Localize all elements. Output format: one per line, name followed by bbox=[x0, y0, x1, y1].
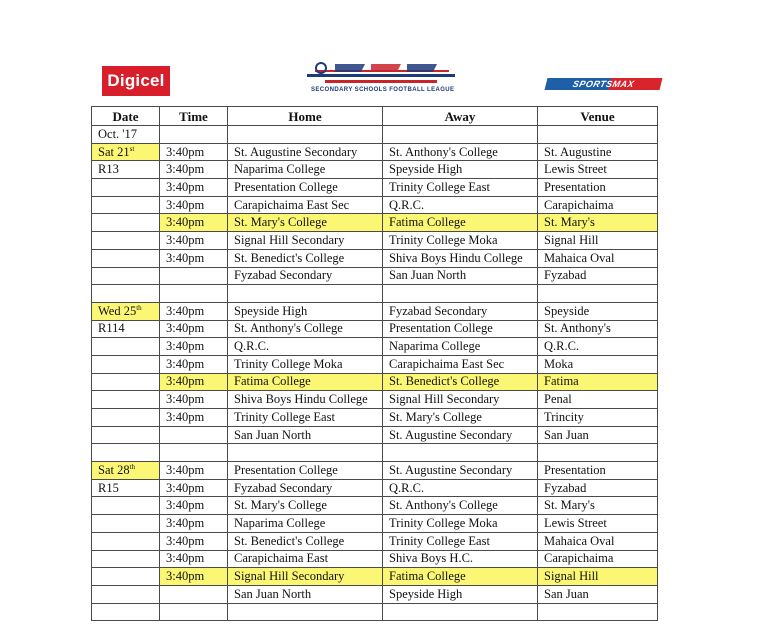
fixture-row bbox=[92, 214, 658, 232]
fixture-time: 3:40pm bbox=[160, 373, 228, 391]
fixture-row bbox=[92, 497, 658, 515]
empty-cell bbox=[383, 126, 538, 144]
empty-cell bbox=[92, 550, 160, 568]
empty-cell bbox=[538, 603, 658, 621]
empty-cell bbox=[92, 285, 160, 303]
fixture-venue: Signal Hill bbox=[538, 232, 658, 250]
fixture-home: Signal Hill Secondary bbox=[228, 232, 383, 250]
empty-cell bbox=[92, 497, 160, 515]
spacer-row bbox=[92, 444, 658, 462]
header-venue: Venue bbox=[538, 107, 658, 126]
fixture-venue: Fyzabad bbox=[538, 267, 658, 285]
fixture-home: St. Benedict's College bbox=[228, 249, 383, 267]
fixture-time: 3:40pm bbox=[160, 515, 228, 533]
fixture-row bbox=[92, 143, 658, 161]
header-time: Time bbox=[160, 107, 228, 126]
fixture-away: Shiva Boys Hindu College bbox=[383, 249, 538, 267]
fixture-row bbox=[92, 249, 658, 267]
empty-cell bbox=[92, 214, 160, 232]
empty-cell bbox=[383, 444, 538, 462]
fixture-away: St. Augustine Secondary bbox=[383, 462, 538, 480]
round-code: R13 bbox=[92, 161, 160, 179]
fixture-home: St. Augustine Secondary bbox=[228, 143, 383, 161]
fixture-home: Carapichaima East Sec bbox=[228, 196, 383, 214]
empty-cell bbox=[92, 249, 160, 267]
sportsmax-logo: SPORTSMAX bbox=[545, 78, 663, 90]
fixture-row bbox=[92, 391, 658, 409]
fixture-time: 3:40pm bbox=[160, 568, 228, 586]
fixture-venue: Fyzabad bbox=[538, 479, 658, 497]
fixture-time: 3:40pm bbox=[160, 249, 228, 267]
fixture-venue: Speyside bbox=[538, 302, 658, 320]
fixture-row bbox=[92, 550, 658, 568]
empty-cell bbox=[92, 532, 160, 550]
fixture-away: St. Benedict's College bbox=[383, 373, 538, 391]
fixture-away: San Juan North bbox=[383, 267, 538, 285]
fixture-home: Naparima College bbox=[228, 515, 383, 533]
fixture-time bbox=[160, 426, 228, 444]
empty-cell bbox=[228, 603, 383, 621]
empty-cell bbox=[92, 603, 160, 621]
fixture-row bbox=[92, 373, 658, 391]
fixture-venue: St. Mary's bbox=[538, 214, 658, 232]
empty-cell bbox=[92, 444, 160, 462]
empty-cell bbox=[160, 126, 228, 144]
fixture-home: St. Mary's College bbox=[228, 497, 383, 515]
empty-cell bbox=[228, 444, 383, 462]
fixture-away: Naparima College bbox=[383, 338, 538, 356]
fixture-away: St. Mary's College bbox=[383, 409, 538, 427]
spacer-row bbox=[92, 285, 658, 303]
fixture-away: St. Augustine Secondary bbox=[383, 426, 538, 444]
round-date-text: Sat 28 bbox=[98, 462, 130, 477]
fixture-venue: Carapichaima bbox=[538, 196, 658, 214]
fixture-row bbox=[92, 585, 658, 603]
fixture-away: St. Anthony's College bbox=[383, 143, 538, 161]
empty-cell bbox=[228, 285, 383, 303]
round-date bbox=[92, 462, 160, 480]
round-date-suffix: th bbox=[129, 462, 136, 471]
fixture-time: 3:40pm bbox=[160, 462, 228, 480]
ssfl-tagline: SECONDARY SCHOOLS FOOTBALL LEAGUE bbox=[311, 87, 455, 93]
empty-cell bbox=[228, 126, 383, 144]
fixture-time: 3:40pm bbox=[160, 338, 228, 356]
fixture-home: Trinity College Moka bbox=[228, 355, 383, 373]
fixture-time: 3:40pm bbox=[160, 302, 228, 320]
empty-cell bbox=[160, 603, 228, 621]
fixture-time bbox=[160, 267, 228, 285]
header-away: Away bbox=[383, 107, 538, 126]
fixture-row bbox=[92, 196, 658, 214]
fixture-time: 3:40pm bbox=[160, 355, 228, 373]
round-date-text: Wed 25 bbox=[98, 303, 137, 318]
empty-cell bbox=[92, 426, 160, 444]
fixture-home: Fyzabad Secondary bbox=[228, 479, 383, 497]
round-code: R15 bbox=[92, 479, 160, 497]
empty-cell bbox=[92, 338, 160, 356]
fixture-row bbox=[92, 320, 658, 338]
fixture-away: Trinity College Moka bbox=[383, 515, 538, 533]
digicel-logo: Digicel bbox=[102, 66, 170, 96]
fixture-row bbox=[92, 532, 658, 550]
fixture-time bbox=[160, 585, 228, 603]
fixture-time: 3:40pm bbox=[160, 232, 228, 250]
fixture-venue: San Juan bbox=[538, 426, 658, 444]
fixture-venue: Moka bbox=[538, 355, 658, 373]
round-date bbox=[92, 143, 160, 161]
fixture-venue: Q.R.C. bbox=[538, 338, 658, 356]
fixture-row bbox=[92, 355, 658, 373]
fixture-home: St. Mary's College bbox=[228, 214, 383, 232]
empty-cell bbox=[538, 444, 658, 462]
fixture-home: Q.R.C. bbox=[228, 338, 383, 356]
fixture-away: Fyzabad Secondary bbox=[383, 302, 538, 320]
fixture-home: St. Benedict's College bbox=[228, 532, 383, 550]
fixture-away: St. Anthony's College bbox=[383, 497, 538, 515]
empty-cell bbox=[92, 267, 160, 285]
fixture-away: Shiva Boys H.C. bbox=[383, 550, 538, 568]
fixture-row bbox=[92, 179, 658, 197]
month-row bbox=[92, 126, 658, 144]
fixture-home: Fatima College bbox=[228, 373, 383, 391]
fixture-time: 3:40pm bbox=[160, 161, 228, 179]
round-date-suffix: th bbox=[136, 303, 142, 312]
fixture-venue: Trincity bbox=[538, 409, 658, 427]
fixture-venue: Signal Hill bbox=[538, 568, 658, 586]
header-row bbox=[92, 107, 658, 126]
empty-cell bbox=[160, 285, 228, 303]
fixture-away: Presentation College bbox=[383, 320, 538, 338]
fixture-row bbox=[92, 302, 658, 320]
ssfl-logo-mark bbox=[305, 60, 457, 88]
fixture-away: Trinity College Moka bbox=[383, 232, 538, 250]
empty-cell bbox=[538, 285, 658, 303]
fixture-home: Signal Hill Secondary bbox=[228, 568, 383, 586]
fixture-row bbox=[92, 338, 658, 356]
fixture-venue: Carapichaima bbox=[538, 550, 658, 568]
empty-cell bbox=[92, 179, 160, 197]
fixture-row bbox=[92, 568, 658, 586]
fixture-home: Carapichaima East bbox=[228, 550, 383, 568]
fixture-row bbox=[92, 426, 658, 444]
empty-cell bbox=[160, 444, 228, 462]
fixture-venue: Presentation bbox=[538, 179, 658, 197]
empty-cell bbox=[92, 232, 160, 250]
empty-cell bbox=[92, 196, 160, 214]
fixture-away: Trinity College East bbox=[383, 179, 538, 197]
fixture-home: Fyzabad Secondary bbox=[228, 267, 383, 285]
fixture-time: 3:40pm bbox=[160, 532, 228, 550]
fixture-row bbox=[92, 161, 658, 179]
fixture-away: Speyside High bbox=[383, 161, 538, 179]
month-label: Oct. '17 bbox=[92, 126, 160, 144]
fixture-home: Presentation College bbox=[228, 462, 383, 480]
fixture-row bbox=[92, 515, 658, 533]
fixture-away: Fatima College bbox=[383, 568, 538, 586]
fixture-row bbox=[92, 267, 658, 285]
fixture-time: 3:40pm bbox=[160, 479, 228, 497]
fixture-away: Q.R.C. bbox=[383, 196, 538, 214]
fixture-venue: Lewis Street bbox=[538, 515, 658, 533]
fixture-venue: Penal bbox=[538, 391, 658, 409]
fixture-venue: Presentation bbox=[538, 462, 658, 480]
ssfl-logo bbox=[305, 60, 457, 98]
fixture-home: Speyside High bbox=[228, 302, 383, 320]
round-date-suffix: st bbox=[129, 144, 135, 153]
fixture-row bbox=[92, 409, 658, 427]
fixture-time: 3:40pm bbox=[160, 196, 228, 214]
fixture-venue: Fatima bbox=[538, 373, 658, 391]
empty-cell bbox=[92, 568, 160, 586]
empty-cell bbox=[92, 373, 160, 391]
spacer-row bbox=[92, 603, 658, 621]
fixture-time: 3:40pm bbox=[160, 550, 228, 568]
fixture-time: 3:40pm bbox=[160, 214, 228, 232]
fixture-venue: Mahaica Oval bbox=[538, 532, 658, 550]
fixture-away: Speyside High bbox=[383, 585, 538, 603]
header-date: Date bbox=[92, 107, 160, 126]
fixture-home: Trinity College East bbox=[228, 409, 383, 427]
fixture-time: 3:40pm bbox=[160, 179, 228, 197]
fixture-venue: San Juan bbox=[538, 585, 658, 603]
fixture-home: St. Anthony's College bbox=[228, 320, 383, 338]
fixture-time: 3:40pm bbox=[160, 143, 228, 161]
fixture-row bbox=[92, 232, 658, 250]
fixture-venue: Lewis Street bbox=[538, 161, 658, 179]
fixture-home: Naparima College bbox=[228, 161, 383, 179]
empty-cell bbox=[92, 391, 160, 409]
fixture-row bbox=[92, 462, 658, 480]
empty-cell bbox=[92, 515, 160, 533]
fixture-venue: St. Mary's bbox=[538, 497, 658, 515]
fixture-home: San Juan North bbox=[228, 426, 383, 444]
fixture-home: Shiva Boys Hindu College bbox=[228, 391, 383, 409]
fixture-venue: St. Anthony's bbox=[538, 320, 658, 338]
header-home: Home bbox=[228, 107, 383, 126]
fixtures-table bbox=[91, 106, 658, 621]
fixture-away: Trinity College East bbox=[383, 532, 538, 550]
empty-cell bbox=[383, 603, 538, 621]
empty-cell bbox=[92, 585, 160, 603]
empty-cell bbox=[538, 126, 658, 144]
round-code: R114 bbox=[92, 320, 160, 338]
round-date bbox=[92, 302, 160, 320]
fixture-venue: Mahaica Oval bbox=[538, 249, 658, 267]
empty-cell bbox=[92, 355, 160, 373]
fixture-home: San Juan North bbox=[228, 585, 383, 603]
fixture-home: Presentation College bbox=[228, 179, 383, 197]
fixtures-body bbox=[92, 126, 658, 621]
fixture-time: 3:40pm bbox=[160, 409, 228, 427]
fixture-time: 3:40pm bbox=[160, 320, 228, 338]
empty-cell bbox=[92, 409, 160, 427]
fixture-row bbox=[92, 479, 658, 497]
fixture-away: Fatima College bbox=[383, 214, 538, 232]
fixture-away: Signal Hill Secondary bbox=[383, 391, 538, 409]
fixture-time: 3:40pm bbox=[160, 391, 228, 409]
empty-cell bbox=[383, 285, 538, 303]
fixture-away: Carapichaima East Sec bbox=[383, 355, 538, 373]
fixture-venue: St. Augustine bbox=[538, 143, 658, 161]
fixture-time: 3:40pm bbox=[160, 497, 228, 515]
fixture-away: Q.R.C. bbox=[383, 479, 538, 497]
round-date-text: Sat 21 bbox=[98, 144, 130, 159]
